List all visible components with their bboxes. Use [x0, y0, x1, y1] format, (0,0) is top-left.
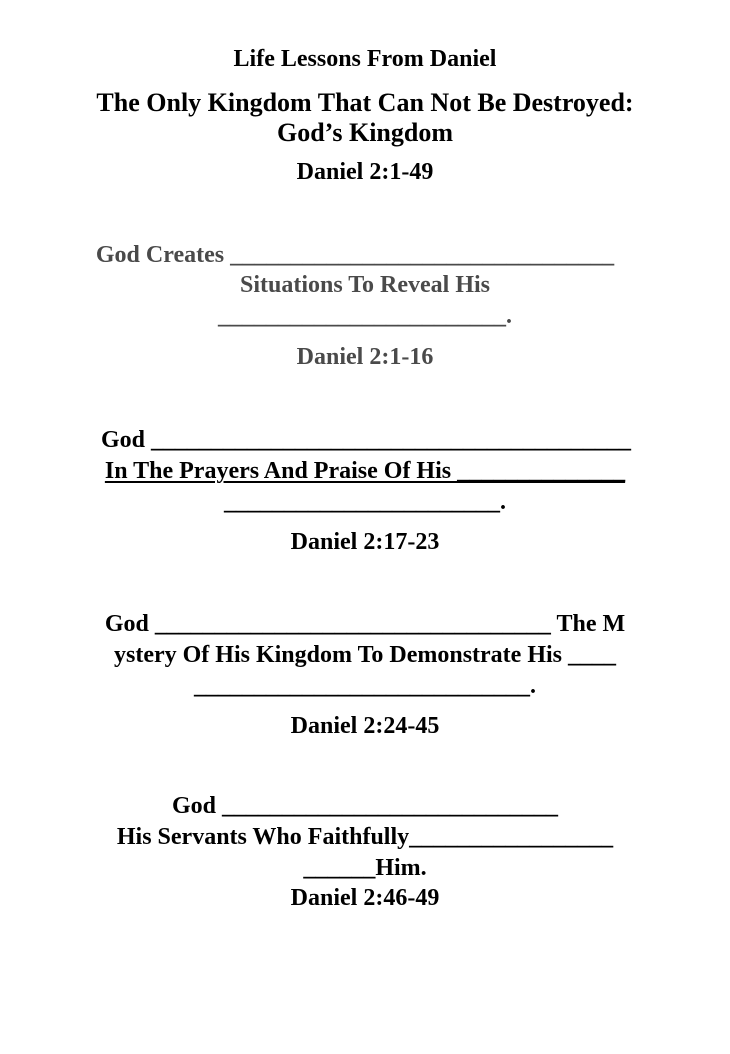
point-4-line-3: ______Him.: [303, 855, 427, 881]
document-title: Life Lessons From Daniel: [233, 46, 497, 72]
point-3-line-1: God _________________________________ The M: [104, 611, 626, 637]
point-2-line-2: In The Prayers And Praise Of His ______________: [104, 458, 626, 484]
document-subtitle-line1: The Only Kingdom That Can Not Be Destroyed:: [96, 88, 634, 117]
point-3-reference: Daniel 2:24-45: [290, 713, 440, 739]
point-1-reference: Daniel 2:1-16: [296, 344, 434, 370]
point-1-line-2: Situations To Reveal His: [239, 272, 491, 298]
point-1-line-3: ________________________.: [218, 303, 512, 329]
point-2-line-1: God ________________________________________: [94, 427, 631, 453]
point-4-reference: Daniel 2:46-49: [290, 885, 440, 911]
main-scripture-reference: Daniel 2:1-49: [296, 159, 434, 185]
point-3-line-2: ystery Of His Kingdom To Demonstrate His ____: [114, 642, 616, 668]
document-subtitle-line2: God’s Kingdom: [276, 118, 454, 147]
point-4-line-2: His Servants Who Faithfully_________________: [116, 824, 614, 850]
point-2-line-3: _______________________.: [224, 489, 506, 515]
point-4-line-1: God ____________________________: [171, 793, 558, 819]
point-3-line-3: ____________________________.: [194, 673, 536, 699]
point-1-line-1: God Creates ________________________________: [95, 242, 615, 268]
point-2-reference: Daniel 2:17-23: [290, 529, 440, 555]
